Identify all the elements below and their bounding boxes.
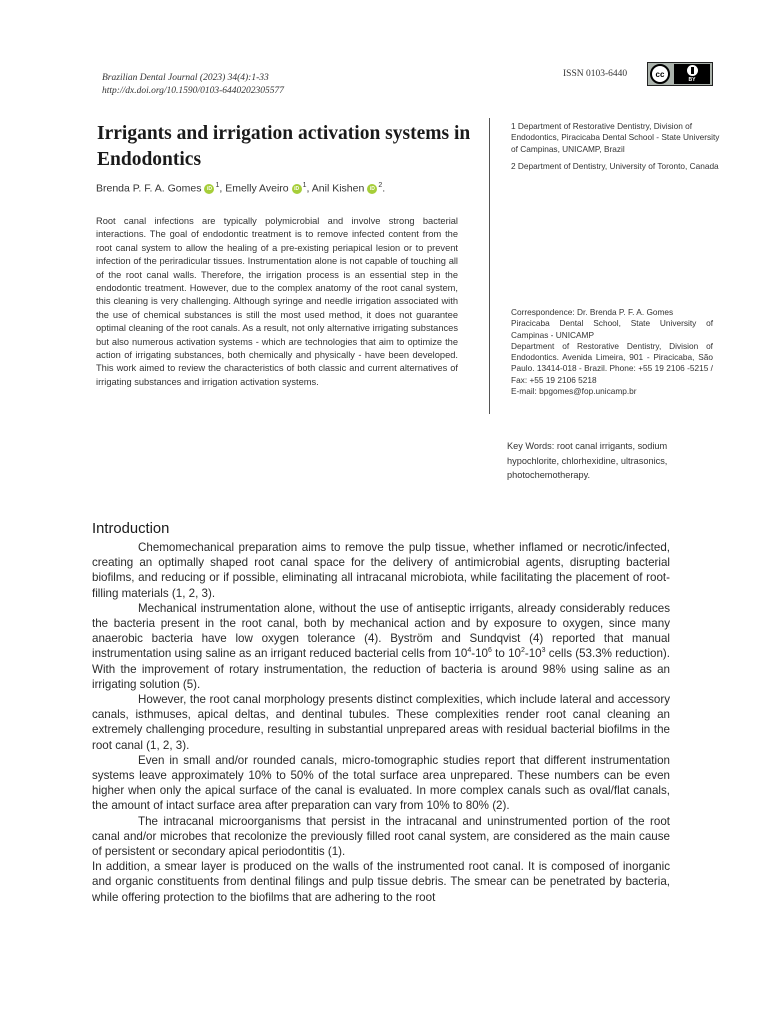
orcid-icon[interactable]: iD [292, 184, 302, 194]
text-run: -10 [471, 647, 488, 661]
keywords-label: Key Words: [507, 441, 555, 451]
author-list [96, 182, 385, 195]
paragraph: In addition, a smear layer is produced on the walls of the instrumented root canal. It is composed of inorganic and organic constituents from dentinal filings and pulp tissue debris. The smear can be penetrated by bacteria, while offering protection to the biofilms that are adhering to the root [92, 860, 670, 904]
superscript: 3 [541, 647, 546, 655]
correspondence-institution: Piracicaba Dental School, State University of Campinas - UNICAMP [511, 318, 713, 340]
text-run: cells (53.3% reduction). With the improvement of rotary instrumentation, the reduction of bacteria is around 98% using saline as an irrigating solution (5). [92, 647, 670, 691]
keywords-list: root canal irrigants, sodium hypochlorite, chlorhexidine, ultrasonics, photochemotherapy. [507, 441, 668, 481]
paragraph: Chemomechanical preparation aims to remove the pulp tissue, whether inflamed or necrotic/infected, creating an optimally shaped root canal space for the delivery of antimicrobial agents, disrupting bacterial biofilms, and reducing or if possible, eliminating all intracanal microbiota, while facilitating the placement of root-filling materials (1, 2, 3). [92, 541, 670, 600]
author-name: Brenda P. F. A. Gomes [96, 182, 202, 195]
paragraph: The intracanal microorganisms that persist in the intracanal and uninstrumented portion of the root canal and/or microbes that recolonize the previously filled root canal system, are considered as the main cause of persistent or secondary apical periodontitis (1). [92, 814, 670, 859]
correspondence-email[interactable]: E-mail: bpgomes@fop.unicamp.br [511, 386, 637, 397]
journal-citation [102, 72, 284, 98]
superscript: 2 [520, 647, 525, 655]
person-icon [687, 65, 698, 76]
cc-by-icon[interactable] [647, 62, 713, 86]
abstract: Root canal infections are typically polymicrobial and involve strong bacterial interactions. The goal of endodontic treatment is to remove infected content from the root canal system to allow the healing of a pre-existing periapical lesion or to prevent infection of the periradicular tissues. Instrumentation alone is not capable of touching all of the root canal walls. Therefore, the irrigation process is an essential step in the endodontic treatment. However, due to the complex anatomy of the root canal system, this cleaning is very challenging. Although syringe and needle irrigation associated with the use of chemical substances is still the most used method, it does not guarantee optimal cleaning of the root canals. As a result, not only alternative irrigating substances but also numerous activation systems - which are technologies that aim to optimize the action of irrigating substances, both chemically and physically - have been developed. This work aimed to review the characteristics of both classic and current alternatives of irrigating substances and irrigation activation systems. [96, 216, 458, 387]
correspondence-author: Correspondence: Dr. Brenda P. F. A. Gomes [511, 307, 674, 317]
by-label: BY [688, 77, 696, 83]
introduction-body [92, 540, 670, 905]
author-affiliation-mark: 1 [302, 182, 307, 189]
column-divider [489, 118, 490, 414]
author-separator: , [306, 182, 312, 195]
section-heading-introduction: Introduction [92, 521, 170, 537]
correspondence [511, 307, 713, 397]
superscript: 6 [488, 647, 492, 655]
author-name: Anil Kishen [311, 182, 365, 195]
doi-link[interactable]: http://dx.doi.org/10.1590/0103-6440202305577 [102, 86, 284, 96]
correspondence-address: Department of Restorative Dentistry, Division of Endodontics. Avenida Limeira, 901 - Piracicaba, São Paulo. 13414-018 - Brazil. Phone: +55 19 2106 -5215 / Fax: +55 19 2106 5218 [511, 340, 713, 385]
text-run: to 10 [491, 647, 521, 661]
orcid-icon[interactable]: iD [367, 184, 377, 194]
author-affiliation-mark: 2 [378, 182, 383, 189]
text-run: Mechanical instrumentation alone, without the use of antiseptic irrigants, already considerably reduces the bacteria present in the root canal, both by mechanical action and by exposure to oxygen, since many anaerobic bacteria have low oxygen tolerance (4). Byström and Sundqvist (4) reported that manual instrumentation using saline as an irrigant reduced bacterial cells from 10 [92, 601, 670, 661]
affiliation-1: 1 Department of Restorative Dentistry, Division of Endodontics, Piracicaba Dental School - State University of Campinas, UNICAMP, Brazil [511, 121, 720, 154]
article-title: Irrigants and irrigation activation systems in Endodontics [97, 123, 471, 170]
cc-icon: cc [650, 64, 670, 84]
text-run: -10 [524, 647, 542, 661]
by-icon [674, 64, 710, 84]
author-name: Emelly Aveiro [225, 182, 289, 195]
journal-line: Brazilian Dental Journal (2023) 34(4):1-33 [102, 73, 269, 83]
paragraph [92, 601, 670, 692]
author-separator: . [382, 182, 386, 195]
issn: ISSN 0103-6440 [563, 69, 628, 79]
superscript: 4 [467, 647, 472, 655]
affiliation-2: 2 Department of Dentistry, University of Toronto, Canada [511, 161, 719, 171]
author-affiliation-mark: 1 [215, 182, 220, 189]
keywords [507, 439, 672, 483]
author-separator: , [219, 182, 226, 195]
paragraph: However, the root canal morphology presents distinct complexities, which include lateral and accessory canals, isthmuses, apical deltas, and dentinal tubules. These complexities render root canal cleaning an extremely challenging procedure, resulting in substantial unprepared areas with residual bacterial biofilms in the root canal (1, 2, 3). [92, 693, 670, 752]
orcid-icon[interactable]: iD [204, 184, 214, 194]
paragraph: Even in small and/or rounded canals, micro-tomographic studies report that different instrumentation systems leave approximately 10% to 50% of the total surface area unprepared. These numbers can be even higher when only the apical surface of the canal is evaluated. In more complex canals such as oval/flat canals, the amount of intact surface area after preparation can vary from 10% to 80% (2). [92, 753, 670, 813]
